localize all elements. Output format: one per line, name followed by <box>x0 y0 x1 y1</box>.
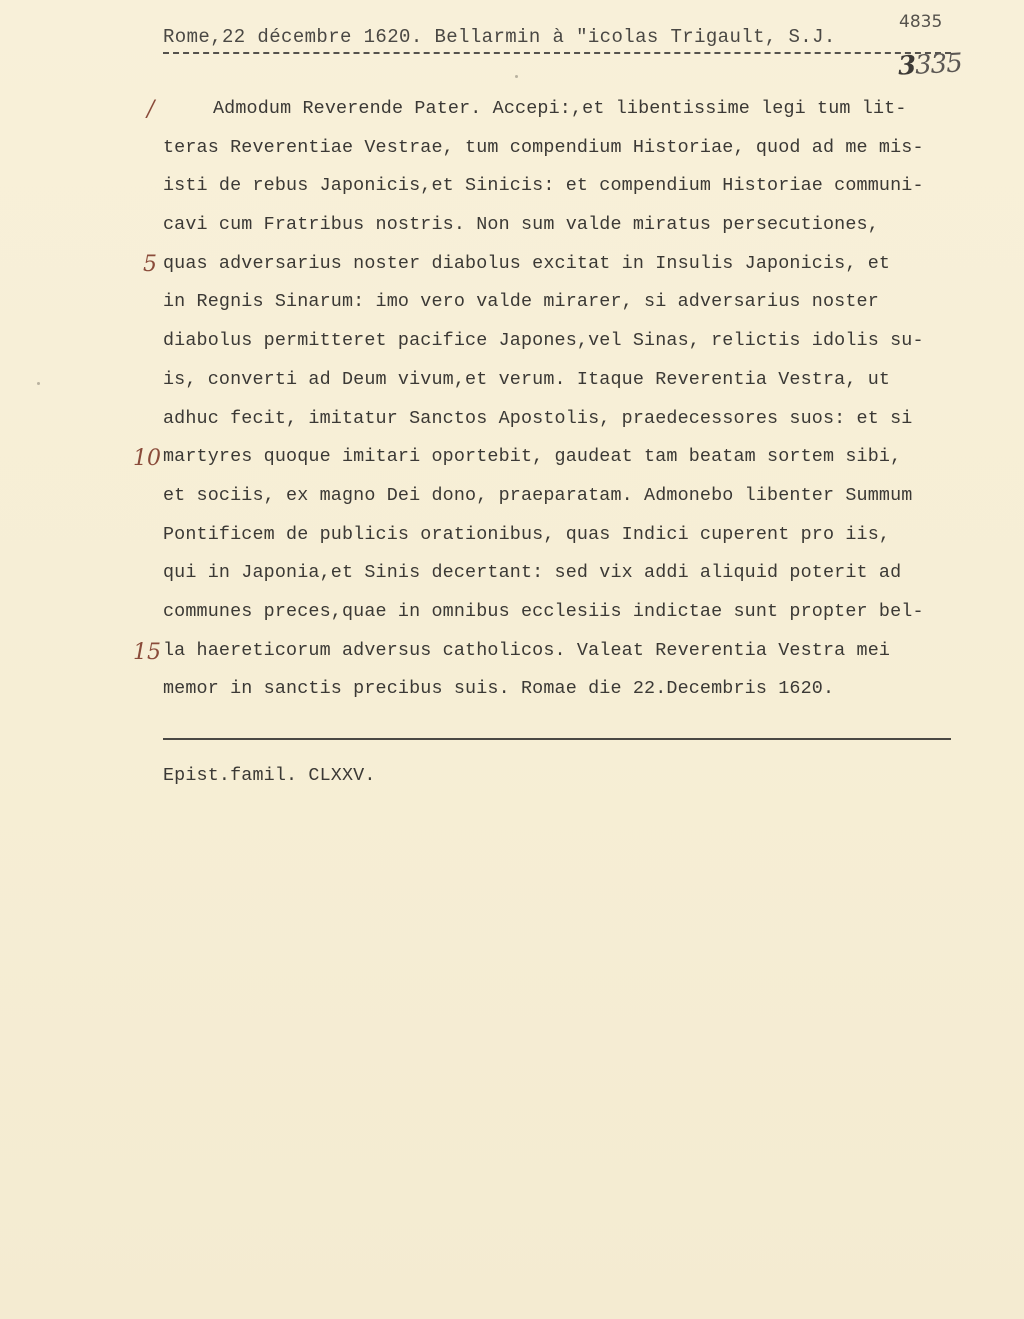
closing-rule <box>163 738 951 740</box>
body-line: adhuc fecit, imitatur Sanctos Apostolis, praedecessores suos: et si <box>163 407 913 429</box>
body-line: communes preces,quae in omnibus ecclesiis indictae sunt propter bel- <box>163 600 924 622</box>
letter-body <box>163 94 963 713</box>
paper-speck <box>515 75 518 78</box>
margin-mark-5: 5 <box>143 252 157 277</box>
body-line: in Regnis Sinarum: imo vero valde mirarer, si adversarius noster <box>163 291 879 313</box>
body-line: diabolus permitteret pacifice Japones,vel Sinas, relictis idolis su- <box>163 330 924 352</box>
body-line: la haereticorum adversus catholicos. Valeat Reverentia Vestra mei <box>163 639 891 661</box>
margin-mark-15: 15 <box>133 640 161 665</box>
body-line: isti de rebus Japonicis,et Sinicis: et compendium Historiae communi- <box>163 175 924 197</box>
body-line: et sociis, ex magno Dei dono, praeparatam. Admonebo libenter Summum <box>163 484 913 506</box>
body-line: martyres quoque imitari oportebit, gaudeat tam beatam sortem sibi, <box>163 446 902 468</box>
header-rule <box>163 52 951 54</box>
margin-mark-10: 10 <box>133 446 161 471</box>
body-line: quas adversarius noster diabolus excitat in Insulis Japonicis, et <box>163 252 891 274</box>
body-line: cavi cum Fratribus nostris. Non sum valde miratus persecutiones, <box>163 214 879 236</box>
body-line: memor in sanctis precibus suis. Romae die 22.Decembris 1620. <box>163 678 835 700</box>
source-reference: Epist.famil. CLXXV. <box>163 765 376 786</box>
letter-header: Rome,22 décembre 1620. Bellarmin à "icolas Trigault, S.J. <box>163 26 836 48</box>
body-line: teras Reverentiae Vestrae, tum compendium Historiae, quod ad me mis- <box>163 136 924 158</box>
handwritten-number-first-digit: 3 <box>897 50 916 82</box>
body-line: qui in Japonia,et Sinis decertant: sed vix addi aliquid poterit ad <box>163 562 902 584</box>
body-line: Admodum Reverende Pater. Accepi:,et libentissime legi tum lit- <box>213 98 907 119</box>
handwritten-page-number <box>897 48 962 81</box>
margin-mark-1: / <box>147 97 155 122</box>
body-line: Pontificem de publicis orationibus, quas Indici cuperent pro iis, <box>163 523 891 545</box>
body-line: is, converti ad Deum vivum,et verum. Itaque Reverentia Vestra, ut <box>163 368 891 390</box>
handwritten-number-rest: 335 <box>914 48 963 81</box>
paper-speck <box>37 382 40 385</box>
archive-number: 4835 <box>899 12 943 32</box>
